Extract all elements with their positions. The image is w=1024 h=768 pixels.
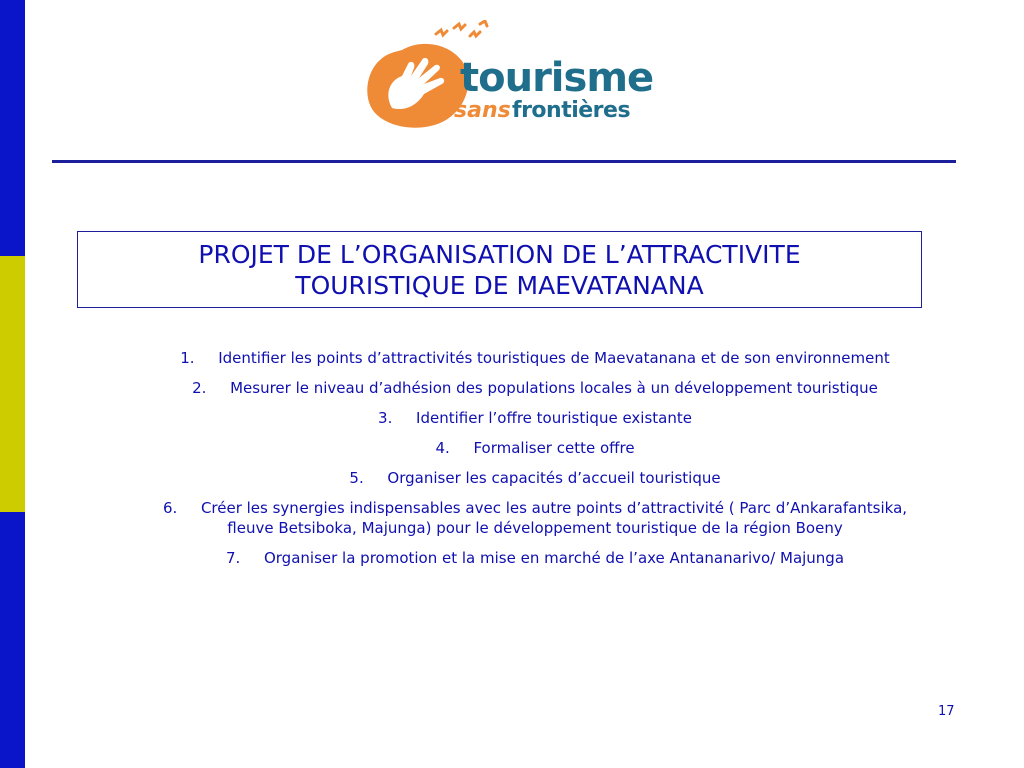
- slide-title-line-2: TOURISTIQUE DE MAEVATANANA: [295, 270, 704, 300]
- logo-sub-sans: sans: [454, 98, 511, 123]
- list-item-text: Organiser la promotion et la mise en marché de l’axe Antananarivo/ Majunga: [263, 549, 845, 567]
- page-number: 17: [938, 704, 955, 719]
- list-item-number: 4.: [435, 439, 450, 457]
- slide-title: [198, 239, 800, 301]
- list-item-number: 6.: [162, 499, 178, 517]
- list-item-text: Formaliser cette offre: [473, 439, 635, 457]
- list-item-number: 1.: [180, 349, 195, 367]
- list-item: [95, 378, 975, 398]
- list-item: [95, 438, 975, 458]
- slide-title-box: [77, 231, 922, 308]
- list-item: [95, 548, 975, 568]
- list-item-text-continued: fleuve Betsiboka, Majunga) pour le développement touristique de la région Boeny: [227, 519, 843, 537]
- list-item-number: 3.: [378, 409, 393, 427]
- list-item: [95, 468, 975, 488]
- list-item-text: Organiser les capacités d’accueil touristique: [387, 469, 721, 487]
- logo-sub-frontieres: frontières: [512, 98, 631, 123]
- list-item: [95, 498, 975, 538]
- list-item-number: 5.: [349, 469, 364, 487]
- list-item: [95, 408, 975, 428]
- header-divider: [52, 160, 956, 163]
- sidebar-accent-bar: [0, 256, 25, 512]
- tourisme-sans-frontieres-logo: [362, 20, 652, 145]
- objectives-list: [95, 348, 975, 578]
- list-item: [95, 348, 975, 368]
- list-item-text: Identifier les points d’attractivités touristiques de Maevatanana et de son environnement: [218, 349, 890, 367]
- logo-wordmark: tourisme: [460, 55, 654, 101]
- list-item-text: Créer les synergies indispensables avec les autre points d’attractivité ( Parc d’Ankarafantsika,: [200, 499, 908, 517]
- list-item-number: 7.: [225, 549, 241, 567]
- list-item-number: 2.: [192, 379, 207, 397]
- list-item-text: Identifier l’offre touristique existante: [416, 409, 692, 427]
- slide-title-line-1: PROJET DE L’ORGANISATION DE L’ATTRACTIVITE: [198, 239, 801, 269]
- list-item-text: Mesurer le niveau d’adhésion des populations locales à un développement touristique: [230, 379, 878, 397]
